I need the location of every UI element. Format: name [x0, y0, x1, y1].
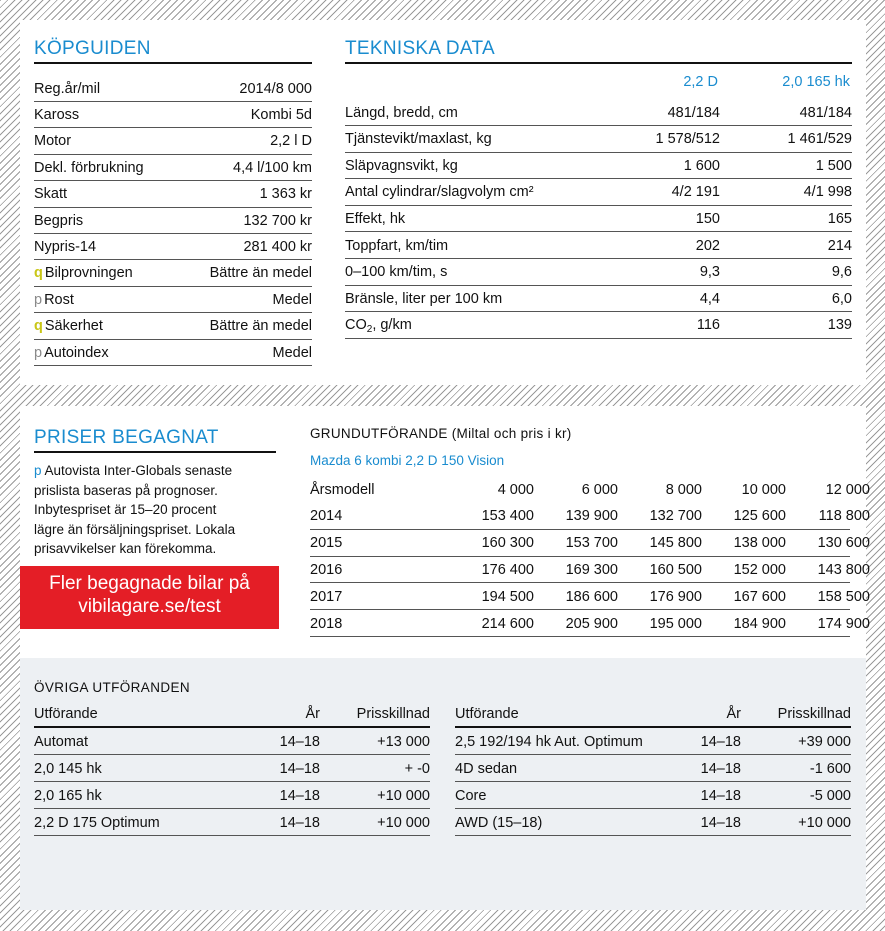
kopguiden-row [34, 340, 312, 366]
tekniska-title: TEKNISKA DATA [345, 38, 495, 59]
ovriga-variant: AWD (15–18) [455, 814, 543, 831]
grund-price: 130 600 [817, 535, 870, 552]
kopguiden-label-text: Motor [34, 133, 72, 150]
ovriga-price: -5 000 [809, 787, 851, 804]
grund-price: 195 000 [649, 615, 702, 632]
tekniska-row [345, 313, 852, 339]
ovriga-variant: 2,5 192/194 hk Aut. Optimum [455, 733, 643, 750]
ovriga-variant: Core [455, 787, 487, 804]
ovriga-variant: Utförande [455, 706, 519, 722]
grund-price: 10 000 [741, 482, 786, 498]
ovriga-price: +39 000 [798, 733, 851, 750]
priser-note [34, 461, 284, 559]
kopguiden-value: Medel [272, 344, 312, 361]
rating-mark-icon: q [34, 265, 43, 282]
kopguiden-row [34, 155, 312, 181]
ovriga-row [34, 810, 430, 836]
kopguiden-row [34, 182, 312, 208]
grund-row [310, 557, 870, 583]
tekniska-row [345, 206, 852, 232]
ovriga-year: 14–18 [700, 733, 741, 750]
grund-price: 194 500 [481, 588, 534, 605]
tekniska-label: Toppfart, km/tim [345, 237, 449, 254]
tekniska-value-2: 6,0 [831, 290, 852, 307]
tekniska-row [345, 153, 852, 179]
tekniska-label: Bränsle, liter per 100 km [345, 290, 503, 307]
ovriga-header-row [455, 702, 851, 728]
kopguiden-row [34, 287, 312, 313]
ovriga-year: 14–18 [279, 814, 320, 831]
grund-price: 169 300 [565, 561, 618, 578]
cta-line-2: vibilagare.se/test [78, 596, 221, 617]
kopguiden-label-text: Kaross [34, 106, 80, 123]
grund-price: 153 700 [565, 535, 618, 552]
grund-price: 132 700 [649, 508, 702, 525]
bottom-panel [20, 658, 866, 910]
tekniska-label-sub: 2 [366, 324, 373, 336]
kopguiden-row [34, 261, 312, 287]
grund-price: 214 600 [481, 615, 534, 632]
tekniska-row [345, 233, 852, 259]
grund-year: 2018 [310, 615, 343, 632]
grund-price: 6 000 [581, 482, 618, 498]
priser-mark: p [34, 463, 42, 478]
kopguiden-label [34, 160, 233, 176]
grund-price: 158 500 [817, 588, 870, 605]
tekniska-value-1: 4/2 191 [671, 184, 720, 201]
tekniska-value-2: 165 [827, 210, 852, 227]
grund-price: 174 900 [817, 615, 870, 632]
kopguiden-value: 132 700 kr [243, 212, 312, 229]
priser-note-line: prisavvikelser kan förekomma. [34, 541, 217, 556]
ovriga-row [455, 756, 851, 782]
kopguiden-label-text: Skatt [34, 186, 68, 203]
grund-price: 139 900 [565, 508, 618, 525]
kopguiden-value: Kombi 5d [250, 106, 312, 123]
kopguiden-label-text: Begpris [34, 212, 84, 229]
grund-price: 153 400 [481, 508, 534, 525]
ovriga-price: +13 000 [377, 733, 430, 750]
kopguiden-rule [34, 62, 312, 64]
tekniska-label [345, 317, 602, 336]
kopguiden-label-text: Reg.år/mil [34, 80, 101, 97]
grund-price: 118 800 [818, 508, 870, 525]
priser-note-line: lägre än försäljningspriset. Lokala [34, 521, 236, 537]
ovriga-year: År [726, 706, 741, 722]
tekniska-rule [345, 62, 852, 64]
priser-title: PRISER BEGAGNAT [34, 427, 219, 448]
tekniska-row [345, 100, 852, 126]
middle-panel [20, 406, 870, 658]
grund-row [310, 531, 870, 557]
tekniska-value-2: 4/1 998 [803, 184, 852, 201]
kopguiden-row [34, 234, 312, 260]
kopguiden-label [34, 213, 243, 229]
kopguiden-label [34, 345, 273, 361]
ovriga-year: 14–18 [700, 760, 741, 777]
kopguiden-label-text: Dekl. förbrukning [34, 159, 144, 176]
kopguiden-value: 1 363 kr [259, 186, 312, 203]
tekniska-label-main: CO [345, 317, 367, 334]
tekniska-value-2: 9,6 [831, 264, 852, 281]
ovriga-row [455, 810, 851, 836]
ovriga-price: Prisskillnad [777, 706, 851, 722]
rating-mark-icon: p [34, 291, 43, 308]
kopguiden-row [34, 102, 312, 128]
tekniska-value-1: 1 578/512 [655, 131, 720, 148]
tekniska-label: Effekt, hk [345, 210, 406, 227]
ovriga-header-row [34, 702, 430, 728]
ovriga-price: -1 600 [809, 760, 851, 777]
grund-year: 2017 [310, 588, 343, 605]
ovriga-price: + -0 [404, 760, 430, 777]
kopguiden-value: Bättre än medel [209, 318, 312, 335]
tekniska-label: Släpvagnsvikt, kg [345, 157, 458, 174]
grund-price: 186 600 [565, 588, 618, 605]
grund-price: 160 300 [481, 535, 534, 552]
tekniska-label: Antal cylindrar/slagvolym cm² [345, 184, 534, 201]
grund-price: 167 600 [733, 588, 786, 605]
kopguiden-label [34, 265, 210, 281]
grund-row [310, 504, 870, 530]
ovriga-variant: Automat [34, 733, 88, 750]
tekniska-value-1: 116 [696, 317, 720, 334]
ovriga-variant: 2,2 D 175 Optimum [34, 814, 160, 831]
ovriga-title: ÖVRIGA UTFÖRANDEN [34, 680, 191, 695]
grund-price: 8 000 [665, 482, 702, 498]
ovriga-variant: 4D sedan [455, 760, 518, 777]
tekniska-row [345, 127, 852, 153]
kopguiden-label-text: Nypris-14 [34, 238, 97, 255]
ovriga-row [34, 729, 430, 755]
grund-year: Årsmodell [310, 482, 375, 498]
kopguiden-label [34, 239, 243, 255]
priser-note-line: Autovista Inter-Globals senaste [44, 463, 233, 478]
grund-title: GRUNDUTFÖRANDE (Miltal och pris i kr) [310, 426, 572, 441]
ovriga-price: +10 000 [798, 814, 851, 831]
more-cars-link[interactable] [20, 566, 279, 629]
tekniska-value-2: 139 [827, 317, 852, 334]
top-panel [20, 20, 866, 385]
ovriga-price: +10 000 [377, 787, 430, 804]
tekniska-value-1: 9,3 [699, 264, 720, 281]
kopguiden-label-text: Säkerhet [44, 318, 103, 335]
tekniska-value-2: 214 [827, 237, 852, 254]
ovriga-year: 14–18 [700, 787, 741, 804]
kopguiden-label [34, 133, 270, 149]
kopguiden-value: 2,2 l D [270, 133, 312, 150]
grund-year: 2015 [310, 535, 343, 552]
kopguiden-label-text: Autoindex [44, 344, 109, 361]
tekniska-label: Tjänstevikt/maxlast, kg [345, 131, 492, 148]
tekniska-label: 0–100 km/tim, s [345, 264, 448, 281]
tekniska-col-1: 2,2 D [683, 74, 718, 90]
grund-price: 160 500 [649, 561, 702, 578]
cta-line-1: Fler begagnade bilar på [49, 573, 250, 594]
grund-price: 4 000 [497, 482, 534, 498]
kopguiden-row [34, 76, 312, 102]
ovriga-year: 14–18 [700, 814, 741, 831]
rating-mark-icon: q [34, 318, 43, 335]
tekniska-value-1: 481/184 [667, 104, 720, 121]
tekniska-row [345, 286, 852, 312]
ovriga-row [455, 783, 851, 809]
tekniska-value-2: 1 461/529 [787, 131, 852, 148]
kopguiden-label [34, 107, 251, 123]
kopguiden-label-text: Rost [44, 291, 74, 308]
kopguiden-title: KÖPGUIDEN [34, 38, 151, 59]
ovriga-year: 14–18 [279, 733, 320, 750]
grund-price: 12 000 [825, 482, 870, 498]
grund-price: 152 000 [733, 561, 786, 578]
kopguiden-label [34, 318, 210, 334]
kopguiden-row [34, 208, 312, 234]
tekniska-value-1: 4,4 [699, 290, 720, 307]
tekniska-row [345, 260, 852, 286]
kopguiden-row [34, 314, 312, 340]
grund-row [310, 584, 870, 610]
grund-price: 176 900 [649, 588, 702, 605]
grund-year: 2014 [310, 508, 343, 525]
grund-price: 176 400 [481, 561, 534, 578]
ovriga-year: År [305, 706, 320, 722]
tekniska-label-rest: , g/km [372, 317, 412, 334]
tekniska-value-1: 1 600 [683, 157, 720, 174]
tekniska-value-1: 202 [695, 237, 720, 254]
rating-mark-icon: p [34, 344, 43, 361]
kopguiden-row [34, 129, 312, 155]
tekniska-value-2: 481/184 [799, 104, 852, 121]
ovriga-row [34, 756, 430, 782]
kopguiden-value: Medel [272, 291, 312, 308]
tekniska-row [345, 180, 852, 206]
ovriga-variant: 2,0 165 hk [34, 787, 102, 804]
ovriga-row [455, 729, 851, 755]
priser-rule [34, 451, 276, 453]
priser-note-line: Inbytespriset är 15–20 procent [34, 502, 217, 517]
kopguiden-label-text: Bilprovningen [44, 265, 133, 282]
ovriga-year: 14–18 [279, 760, 320, 777]
ovriga-price: +10 000 [377, 814, 430, 831]
kopguiden-label [34, 186, 260, 202]
grund-header-row [310, 477, 870, 503]
grund-price: 125 600 [733, 508, 786, 525]
grund-price: 143 800 [817, 561, 870, 578]
kopguiden-value: 2014/8 000 [239, 80, 312, 97]
grund-model: Mazda 6 kombi 2,2 D 150 Vision [310, 453, 505, 468]
kopguiden-value: Bättre än medel [209, 265, 312, 282]
ovriga-variant: 2,0 145 hk [34, 760, 102, 777]
tekniska-label: Längd, bredd, cm [345, 104, 458, 121]
grund-row [310, 611, 870, 637]
tekniska-col-2: 2,0 165 hk [782, 74, 850, 90]
tekniska-value-1: 150 [695, 210, 720, 227]
kopguiden-value: 4,4 l/100 km [233, 159, 312, 176]
grund-year: 2016 [310, 561, 343, 578]
kopguiden-label [34, 81, 239, 97]
grund-price: 145 800 [649, 535, 702, 552]
ovriga-row [34, 783, 430, 809]
tekniska-value-2: 1 500 [815, 157, 852, 174]
kopguiden-label [34, 292, 273, 308]
ovriga-variant: Utförande [34, 706, 98, 722]
grund-price: 138 000 [733, 535, 786, 552]
kopguiden-value: 281 400 kr [243, 238, 312, 255]
priser-note-line: prislista baseras på prognoser. [34, 482, 218, 498]
ovriga-price: Prisskillnad [356, 706, 430, 722]
grund-price: 184 900 [733, 615, 786, 632]
ovriga-year: 14–18 [279, 787, 320, 804]
grund-price: 205 900 [565, 615, 618, 632]
